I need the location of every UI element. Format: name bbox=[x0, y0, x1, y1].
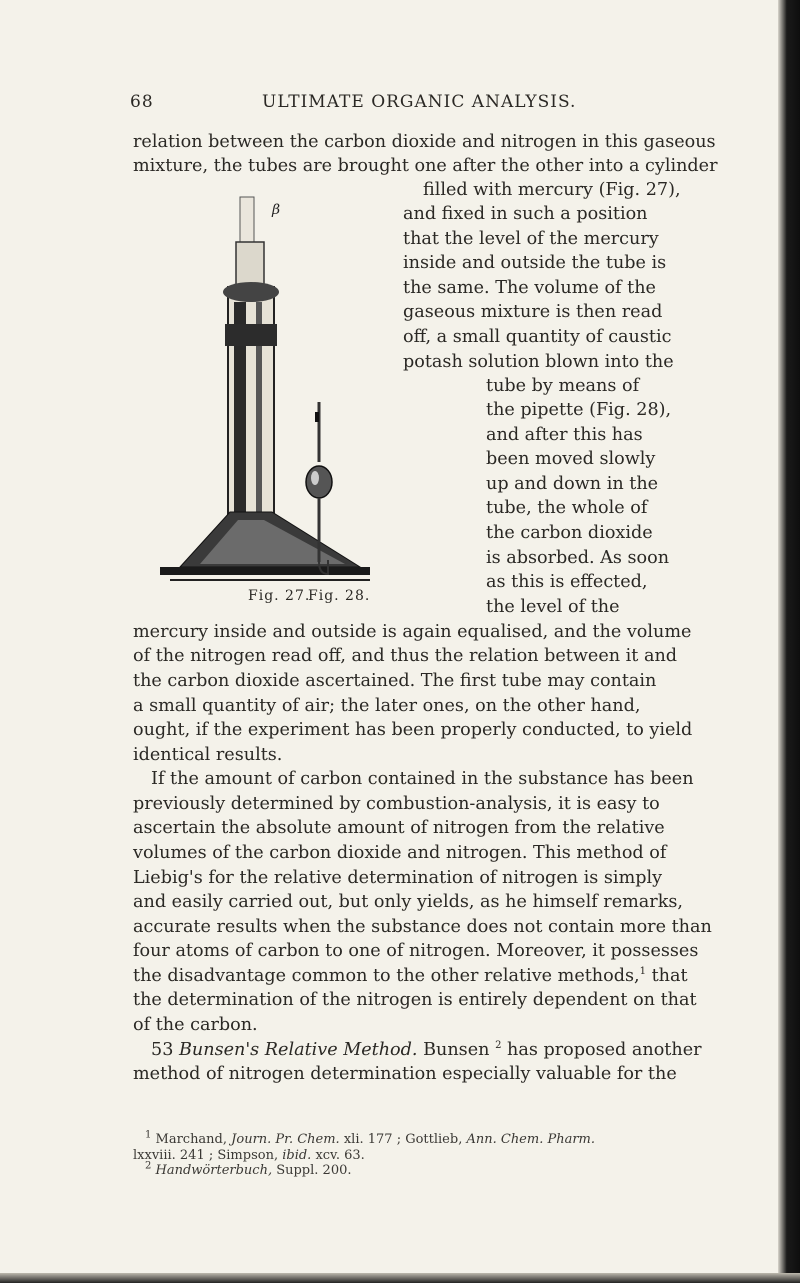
text-line: gaseous mixture is then read bbox=[403, 302, 663, 322]
text-line: and after this has bbox=[486, 425, 643, 445]
section-number: 53 bbox=[151, 1040, 174, 1060]
text-line: accurate results when the substance does not contain more than bbox=[133, 917, 712, 937]
text-line: the level of the bbox=[486, 597, 620, 617]
text-segment: the disadvantage common to the other relative methods, bbox=[133, 966, 640, 986]
text-line: inside and outside the tube is bbox=[403, 253, 667, 273]
page-header bbox=[0, 92, 800, 114]
text-line: the pipette (Fig. 28), bbox=[486, 400, 672, 420]
text-line: Liebig's for the relative determination of nitrogen is simply bbox=[133, 868, 663, 888]
footnote-text: Suppl. 200. bbox=[272, 1163, 352, 1178]
text-line: mixture, the tubes are brought one after the other into a cylinder bbox=[133, 156, 718, 176]
figure-28-pipette bbox=[298, 402, 340, 582]
footnote-1-line-2 bbox=[133, 1148, 733, 1164]
text-line: off, a small quantity of caustic bbox=[403, 327, 672, 347]
page-edge-shadow bbox=[778, 0, 800, 1283]
text-line: potash solution blown into the bbox=[403, 352, 674, 372]
text-line: method of nitrogen determination especially valuable for the bbox=[133, 1064, 677, 1084]
text-line: previously determined by combustion-analysis, it is easy to bbox=[133, 794, 660, 814]
text-line: volumes of the carbon dioxide and nitrogen. This method of bbox=[133, 843, 667, 863]
text-line: ascertain the absolute amount of nitrogen from the relative bbox=[133, 818, 665, 838]
text-line: the carbon dioxide ascertained. The first tube may contain bbox=[133, 671, 657, 691]
text-line: If the amount of carbon contained in the substance has been bbox=[151, 769, 694, 789]
footnotes bbox=[133, 1129, 733, 1179]
text-segment: that bbox=[646, 966, 688, 986]
text-line: of the nitrogen read off, and thus the relation between it and bbox=[133, 646, 678, 666]
text-line: been moved slowly bbox=[486, 449, 656, 469]
text-line: is absorbed. As soon bbox=[486, 548, 670, 568]
section-title: Bunsen's Relative Method. bbox=[178, 1040, 418, 1060]
text-line: tube by means of bbox=[486, 376, 640, 396]
footnote-journal: Journ. Pr. Chem. bbox=[231, 1132, 340, 1147]
footnote-text: Marchand, bbox=[151, 1132, 232, 1147]
text-line: filled with mercury (Fig. 27), bbox=[423, 180, 681, 200]
text-line: the determination of the nitrogen is entirely dependent on that bbox=[133, 990, 697, 1010]
running-head: ULTIMATE ORGANIC ANALYSIS. bbox=[262, 92, 577, 112]
footnote-journal: Ann. Chem. Pharm. bbox=[466, 1132, 596, 1147]
text-line: identical results. bbox=[133, 745, 283, 765]
footnote-ref-1: 1 bbox=[639, 966, 646, 978]
text-line: of the carbon. bbox=[133, 1015, 258, 1035]
text-line: mercury inside and outside is again equalised, and the volume bbox=[133, 622, 692, 642]
text-line: and fixed in such a position bbox=[403, 204, 648, 224]
text-line: the same. The volume of the bbox=[403, 278, 656, 298]
text-line: as this is effected, bbox=[486, 572, 648, 592]
text-line: tube, the whole of bbox=[486, 498, 648, 518]
footnote-ref-2: 2 bbox=[495, 1040, 502, 1052]
section-53-heading-line bbox=[151, 1038, 702, 1063]
footnote-mark: 2 bbox=[145, 1160, 152, 1172]
footnote-2 bbox=[133, 1160, 733, 1179]
footnote-mark: 1 bbox=[145, 1129, 152, 1141]
figure-27-illustration bbox=[160, 192, 375, 587]
figures-block bbox=[160, 192, 410, 612]
text-line: and easily carried out, but only yields, as he himself remarks, bbox=[133, 892, 683, 912]
text-line: a small quantity of air; the later ones, on the other hand, bbox=[133, 696, 641, 716]
figure-28-caption: Fig. 28. bbox=[308, 588, 371, 604]
text-line: four atoms of carbon to one of nitrogen. Moreover, it possesses bbox=[133, 941, 699, 961]
footnote-title: Handwörterbuch, bbox=[155, 1163, 273, 1178]
footnote-ibid: ibid. bbox=[282, 1147, 312, 1163]
fig27-label: β bbox=[272, 202, 281, 218]
text-line: ought, if the experiment has been properly conducted, to yield bbox=[133, 720, 693, 740]
text-line: that the level of the mercury bbox=[403, 229, 659, 249]
text-line bbox=[133, 964, 688, 989]
footnote-text: lxxviii. 241 ; Simpson, bbox=[133, 1147, 283, 1163]
text-line: the carbon dioxide bbox=[486, 523, 653, 543]
footnote-1-line-1 bbox=[133, 1129, 733, 1148]
figure-27-caption: Fig. 27. bbox=[248, 588, 311, 604]
text-segment: Bunsen bbox=[417, 1040, 496, 1060]
text-line: up and down in the bbox=[486, 474, 659, 494]
text-segment: has proposed another bbox=[501, 1040, 702, 1060]
page-number: 68 bbox=[130, 92, 154, 112]
footnote-text: xcv. 63. bbox=[311, 1147, 365, 1163]
footnote-text: xli. 177 ; Gottlieb, bbox=[339, 1132, 467, 1147]
page-bottom-edge bbox=[0, 1273, 800, 1283]
text-line: relation between the carbon dioxide and nitrogen in this gaseous bbox=[133, 132, 716, 152]
